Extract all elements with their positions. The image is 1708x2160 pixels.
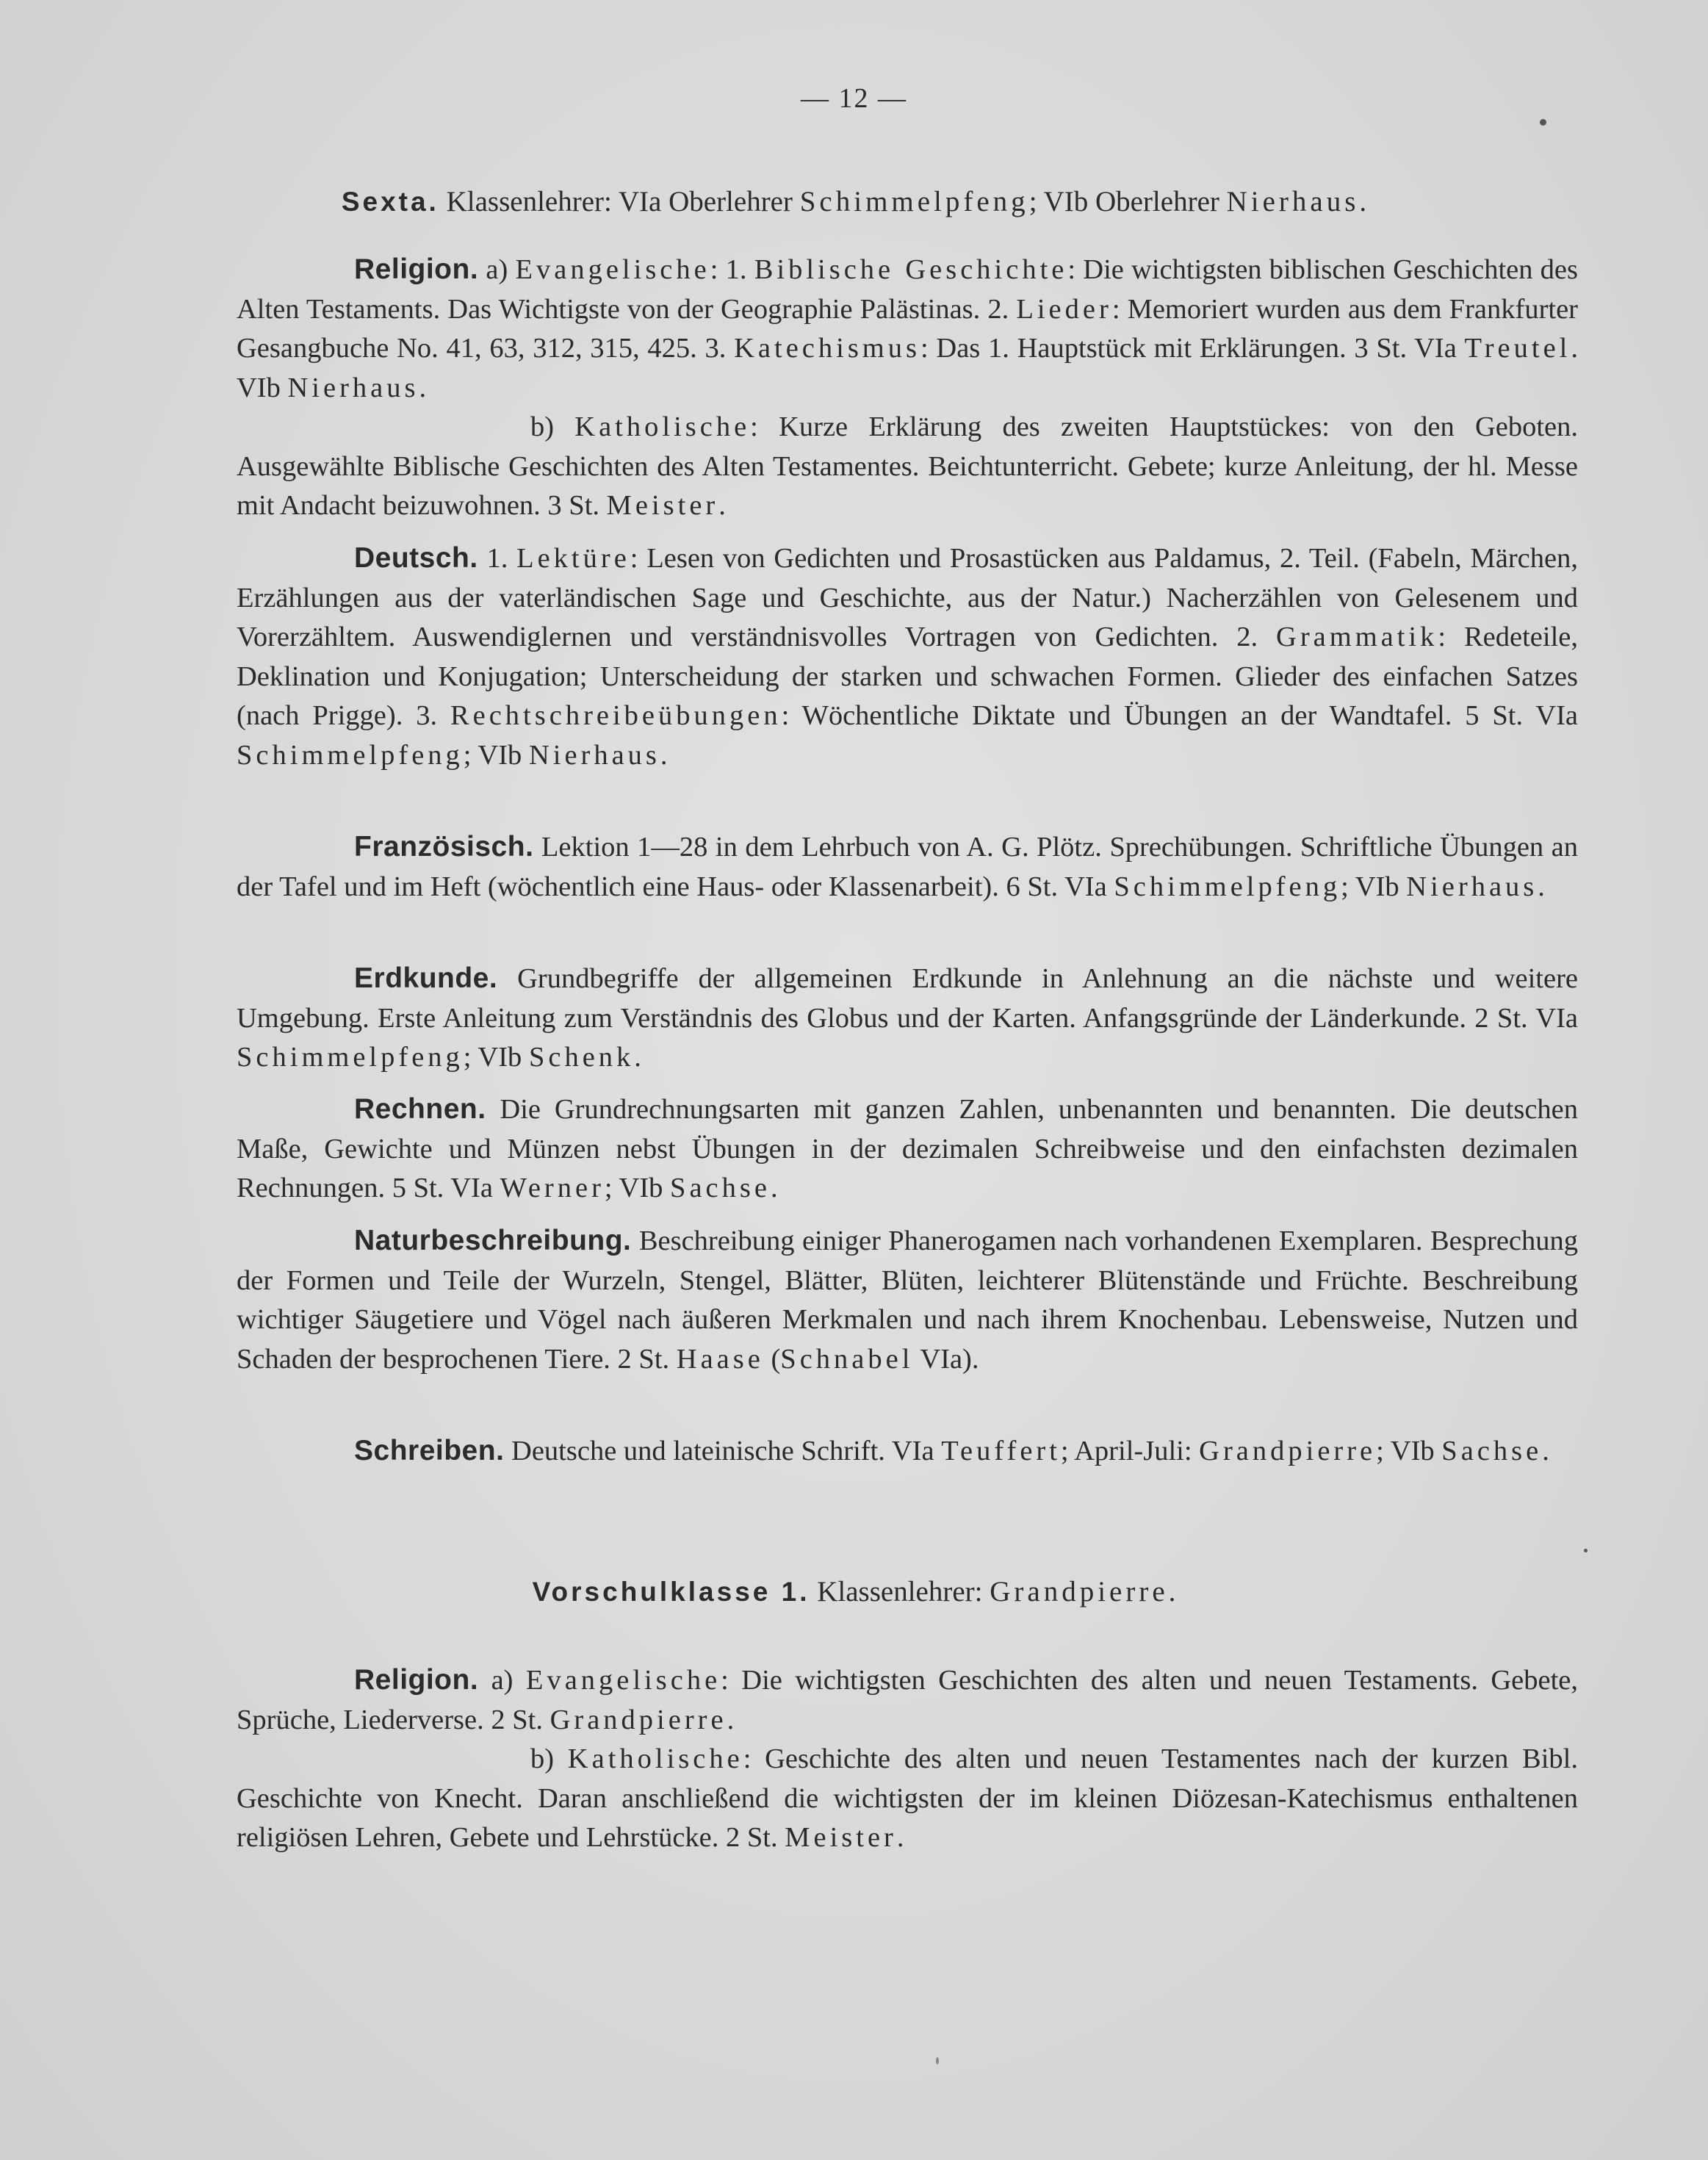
franzoesisch-schimmelpfeng: Schimmelpfeng	[1114, 871, 1341, 902]
deutsch-text2: : Redeteile, Deklination und Konjugation; Unterscheidung der starken und schwachen Formen. Glieder des einfachen Satzes (nach Prigge). 3.	[237, 622, 1578, 731]
vorschul-religion-a-text2: .	[727, 1704, 735, 1735]
religion-a-text5: . VIb	[237, 333, 1578, 403]
deutsch-text1: : Lesen von Gedichten und Prosastücken aus Paldamus, 2. Teil. (Fabeln, Märchen, Erzählungen aus der vaterländischen Sage und Geschichte, aus der Natur.) Nacherzählen von Gelesenem und Vorerzähltem. Auswendiglernen und verständnisvolles Vortragen von Gedichten. 2.	[237, 543, 1578, 652]
schreiben-sachse: Sachse	[1441, 1436, 1543, 1466]
rechnen-text3: .	[770, 1173, 778, 1203]
erdkunde-text2: ; VIb	[463, 1042, 529, 1073]
erdkunde-schimmelpfeng: Schimmelpfeng	[237, 1042, 464, 1073]
franzoesisch-paragraph	[237, 827, 1578, 907]
religion-b-text1: : Kurze Erklärung des zweiten Hauptstückes: von den Geboten. Ausgewählte Biblische Geschichten des Alten Testamentes. Beichtunterricht. Gebete; kurze Anleitung, der hl. Messe mit Andacht beizuwohnen. 3 St.	[237, 411, 1578, 521]
vorschul-religion-a-evangelische: Evangelische	[525, 1665, 721, 1696]
religion-a-lieder: Lieder	[1016, 293, 1112, 325]
erdkunde-schenk: Schenk	[528, 1042, 635, 1073]
vorschulklasse-title: Vorschulklasse 1.	[532, 1577, 810, 1607]
deutsch-paragraph	[237, 539, 1578, 775]
erdkunde-text1: Grundbegriffe der allgemeinen Erdkunde in Anlehnung an die nächste und weitere Umgebung. Erste Anleitung zum Verständnis des Globus und der Karten. Anfangsgründe der Länderkunde. 2 St. VIa	[237, 963, 1578, 1034]
schreiben-grandpierre: Grandpierre	[1199, 1436, 1377, 1466]
vorschul-religion-b-label: b)	[530, 1743, 568, 1774]
vorschul-religion-a-grandpierre: Grandpierre	[549, 1704, 727, 1735]
section-erdkunde	[237, 959, 1578, 1078]
vorschul-religion-b-meister: Meister	[785, 1822, 897, 1853]
naturbeschreibung-paragraph	[237, 1221, 1578, 1379]
sexta-teacher-name2: Nierhaus	[1226, 186, 1360, 217]
sexta-teacher-end: .	[1359, 186, 1367, 217]
sexta-teacher-name1: Schimmelpfeng	[799, 186, 1029, 217]
religion-katholisch-paragraph	[237, 408, 1578, 526]
religion-a-evangelische: Evangelische	[515, 254, 710, 285]
section-vorschul-religion	[237, 1660, 1578, 1858]
deutsch-text4: ; VIb	[463, 739, 529, 771]
sexta-teacher-mid: ; VIb Oberlehrer	[1028, 186, 1227, 217]
sexta-teacher-text: Klassenlehrer: VIa Oberlehrer	[446, 186, 800, 217]
vorschul-religion-evangelisch-paragraph	[237, 1660, 1578, 1740]
vorschulklasse-teacher-end: .	[1168, 1576, 1176, 1608]
schreiben-heading: Schreiben.	[354, 1435, 505, 1466]
religion-a-treutel: Treutel	[1464, 333, 1571, 364]
franzoesisch-heading: Französisch.	[354, 831, 534, 863]
section-rechnen	[237, 1090, 1578, 1209]
naturbeschreibung-heading: Naturbeschreibung.	[354, 1225, 632, 1256]
religion-heading: Religion.	[354, 253, 479, 285]
deutsch-text3: : Wöchentliche Diktate und Übungen an der Wandtafel. 5 St. VIa	[781, 700, 1578, 731]
religion-b-label: b)	[530, 411, 575, 442]
religion-a-text2: : Die wichtigsten biblischen Geschichten des Alten Testaments. Das Wichtigste von der Geographie Palästinas. 2.	[237, 254, 1578, 325]
religion-evangelisch-paragraph	[237, 250, 1578, 408]
section-religion	[237, 250, 1578, 526]
naturbeschreibung-text3: VIa).	[913, 1343, 979, 1375]
vorschulklasse-teacher-text: Klassenlehrer:	[810, 1576, 990, 1608]
franzoesisch-text1: Lektion 1—28 in dem Lehrbuch von A. G. Plötz. Sprechübungen. Schriftliche Übungen an der Tafel und im Heft (wöchentlich eine Haus- oder Klassenarbeit). 6 St. VIa	[237, 832, 1578, 902]
religion-b-meister: Meister	[606, 490, 719, 521]
schreiben-text1: Deutsche und lateinische Schrift. VIa	[504, 1436, 942, 1466]
schreiben-paragraph	[237, 1431, 1578, 1472]
vorschulklasse-teacher-name: Grandpierre	[990, 1576, 1169, 1608]
vorschul-religion-a-text1: : Die wichtigsten Geschichten des alten und neuen Testaments. Gebete, Sprüche, Liederverse. 2 St.	[237, 1665, 1578, 1735]
naturbeschreibung-text1: Beschreibung einiger Phanerogamen nach vorhandenen Exemplaren. Besprechung der Formen und Teile der Wurzeln, Stengel, Blätter, Blüten, leichterer Blütenstände und Früchte. Beschreibung wichtiger Säugetiere und Vögel nach äußeren Merkmalen und nach ihrem Knochenbau. Lebensweise, Nutzen und Schaden der besprochenen Tiere. 2 St.	[237, 1225, 1578, 1375]
naturbeschreibung-schnabel: Schnabel	[780, 1343, 914, 1375]
section-naturbeschreibung	[237, 1221, 1578, 1379]
sexta-header	[0, 185, 1708, 218]
page-number: — 12 —	[801, 83, 907, 114]
naturbeschreibung-haase: Haase	[676, 1343, 764, 1375]
religion-a-label: a)	[486, 254, 516, 285]
religion-a-text4: : Das 1. Hauptstück mit Erklärungen. 3 St. VIa	[920, 333, 1465, 364]
deutsch-lektuere: Lektüre	[516, 543, 630, 574]
rechnen-text2: ; VIb	[604, 1173, 671, 1203]
deutsch-nierhaus: Nierhaus	[528, 739, 660, 771]
rechnen-sachse: Sachse	[670, 1173, 771, 1203]
rechnen-heading: Rechnen.	[354, 1093, 486, 1125]
deutsch-schimmelpfeng: Schimmelpfeng	[237, 739, 464, 771]
religion-a-text1: : 1.	[710, 254, 754, 285]
franzoesisch-text3: .	[1538, 871, 1545, 902]
schreiben-text4: .	[1542, 1436, 1549, 1466]
vorschul-religion-b-text2: .	[896, 1822, 904, 1853]
section-franzoesisch	[237, 827, 1578, 907]
erdkunde-paragraph	[237, 959, 1578, 1078]
rechnen-paragraph	[237, 1090, 1578, 1209]
deutsch-grammatik: Grammatik	[1276, 622, 1438, 652]
rechnen-werner: Werner	[500, 1173, 605, 1203]
section-schreiben	[237, 1431, 1578, 1472]
rechnen-text1: Die Grundrechnungsarten mit ganzen Zahlen, unbenannten und benannten. Die deutschen Maße, Gewichte und Münzen nebst Übungen in der dezimalen Schreibweise und den einfachsten dezimalen Rechnungen. 5 St. VIa	[237, 1094, 1578, 1203]
religion-b-text2: .	[718, 490, 726, 521]
schreiben-text3: ; VIb	[1376, 1436, 1442, 1466]
schreiben-text2: ; April-Juli:	[1060, 1436, 1200, 1466]
naturbeschreibung-text2: (	[763, 1343, 781, 1375]
vorschul-religion-a-label: a)	[478, 1665, 526, 1696]
religion-b-katholische: Katholische	[574, 411, 751, 442]
scan-speck	[1540, 119, 1546, 126]
religion-a-text3: : Memoriert wurden aus dem Frankfurter Gesangbuche No. 41, 63, 312, 315, 425. 3.	[237, 293, 1578, 364]
vorschul-religion-b-katholische: Katholische	[567, 1743, 743, 1774]
scan-speck	[1584, 1549, 1588, 1552]
vorschulklasse-header	[0, 1575, 1708, 1608]
religion-a-katechismus: Katechismus	[734, 333, 920, 364]
deutsch-rechtschreib: Rechtschreibeübungen	[450, 700, 782, 731]
schreiben-teuffert: Teuffert	[941, 1436, 1061, 1466]
deutsch-heading: Deutsch.	[354, 542, 478, 574]
franzoesisch-nierhaus: Nierhaus	[1406, 871, 1538, 902]
section-deutsch	[237, 539, 1578, 775]
vorschul-religion-katholisch-paragraph	[237, 1740, 1578, 1858]
erdkunde-text3: .	[634, 1042, 641, 1073]
religion-a-nierhaus: Nierhaus	[287, 372, 419, 403]
deutsch-text5: .	[660, 739, 668, 771]
religion-a-biblische: Biblische Geschichte	[754, 254, 1068, 285]
franzoesisch-text2: ; VIb	[1341, 871, 1407, 902]
erdkunde-heading: Erdkunde.	[354, 962, 498, 994]
religion-a-text6: .	[419, 372, 427, 403]
deutsch-text0: 1.	[478, 543, 517, 574]
scan-speck	[936, 2057, 939, 2064]
vorschul-religion-b-text1: : Geschichte des alten und neuen Testamentes nach der kurzen Bibl. Geschichte von Knecht. Daran anschließend die wichtigsten der im kleinen Diözesan-Katechismus enthaltenen religiösen Lehren, Gebete und Lehrstücke. 2 St.	[237, 1743, 1578, 1853]
sexta-title: Sexta.	[341, 187, 439, 217]
vorschul-religion-heading: Religion.	[354, 1664, 479, 1696]
